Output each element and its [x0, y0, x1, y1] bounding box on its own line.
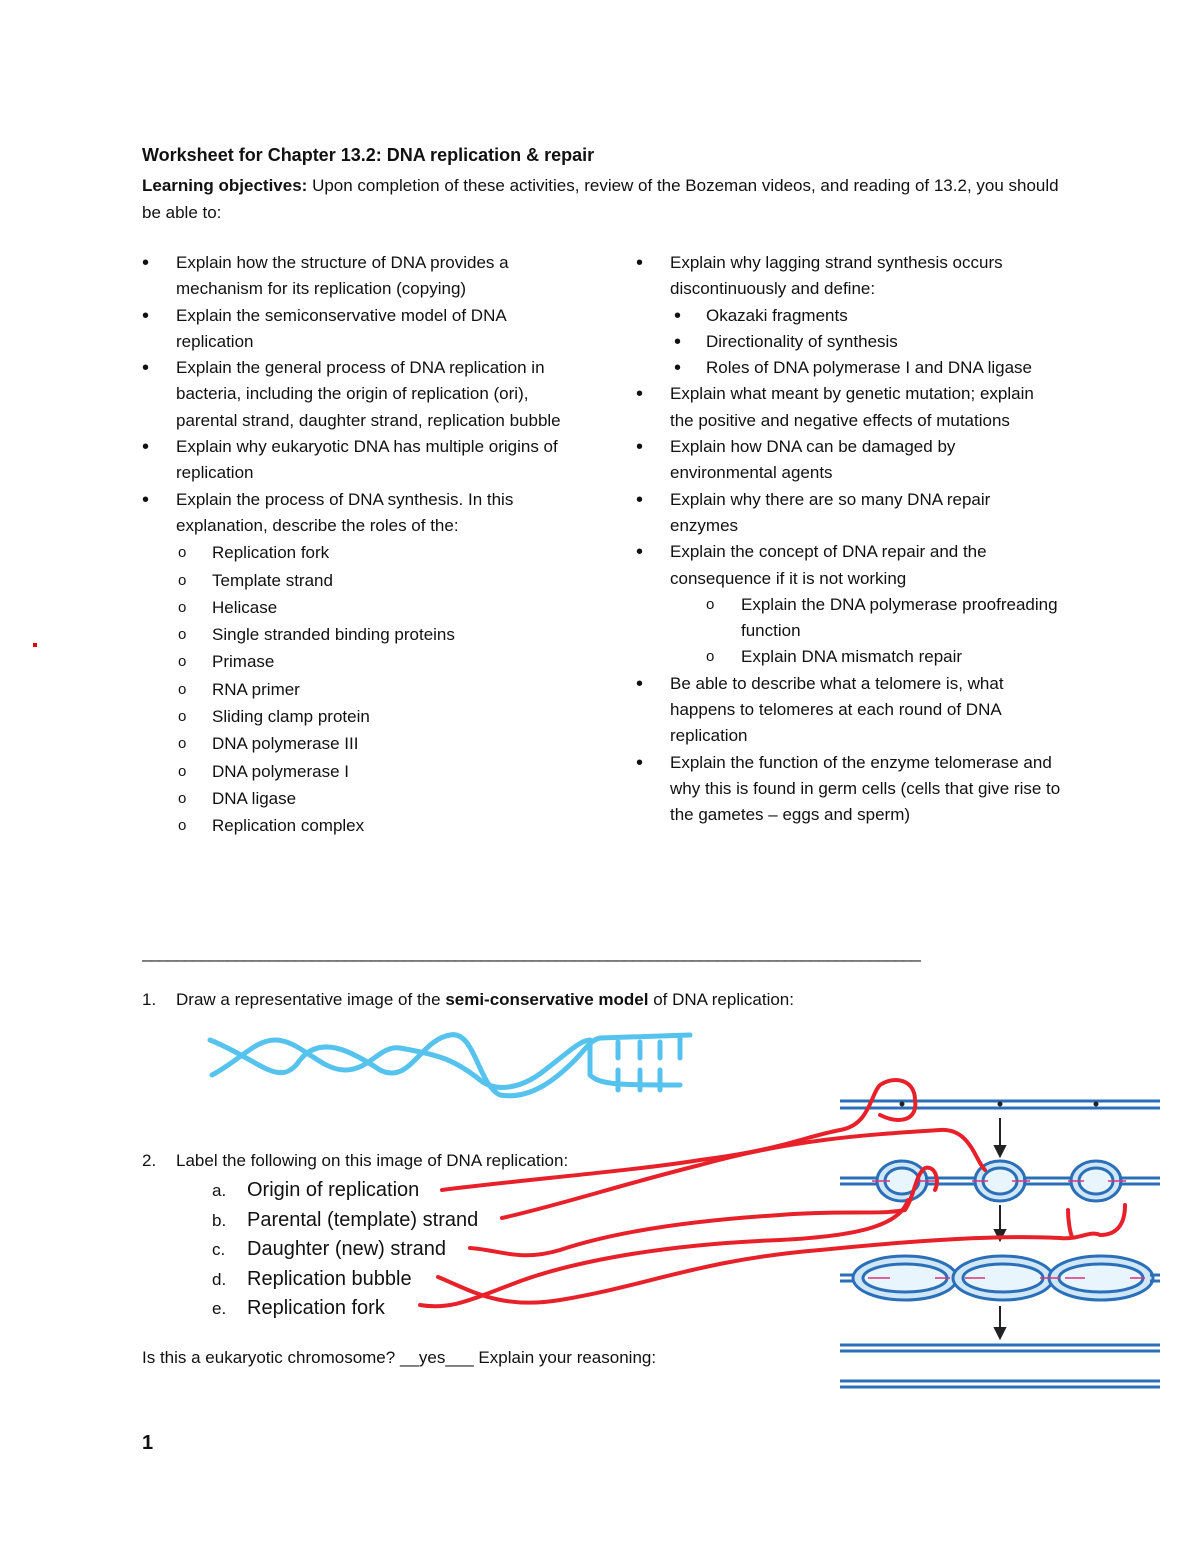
objective-subitem: o DNA polymerase I [142, 759, 572, 785]
student-dna-sketch [210, 1035, 690, 1096]
objective-subitem: o DNA ligase [142, 786, 572, 812]
objective-item: • Explain why there are so many DNA repair enzymes [636, 487, 1061, 540]
daughter-dna-molecules [840, 1345, 1160, 1387]
objective-subitem: o Explain DNA mismatch repair [636, 644, 1061, 670]
objective-subitem: • Okazaki fragments [636, 303, 1061, 329]
objective-subitem: o Helicase [142, 595, 572, 621]
objective-subitem: o Template strand [142, 568, 572, 594]
objective-subitem: • Roles of DNA polymerase I and DNA ligase [636, 355, 1061, 381]
objectives-text: Upon completion of these activities, review of the Bozeman videos, and reading of 13.2, you should be able to: [142, 176, 1059, 222]
objective-subitem: o DNA polymerase III [142, 731, 572, 757]
question-text: Draw a representative image of the [176, 990, 446, 1009]
label-text: Origin of replication [247, 1179, 420, 1201]
label-letter: b. [212, 1210, 227, 1230]
answer-text: yes [418, 1348, 446, 1367]
objective-subitem: • Directionality of synthesis [636, 329, 1061, 355]
label-text: Parental (template) strand [247, 1208, 479, 1231]
question-number: 1. [142, 990, 157, 1009]
objectives-label: Learning objectives: [142, 176, 308, 195]
label-text: Daughter (new) strand [247, 1238, 446, 1261]
objective-item: • Explain the semiconservative model of DNA replication [142, 303, 572, 356]
objective-subitem: o Primase [142, 649, 572, 675]
question-number: 2. [142, 1151, 157, 1170]
objective-subitem: o Single stranded binding proteins [142, 622, 572, 648]
label-letter: a. [212, 1181, 227, 1200]
objective-item: • Explain why lagging strand synthesis occurs discontinuously and define: [636, 250, 1061, 303]
objective-subitem: o Replication complex [142, 813, 572, 839]
objective-subitem: o RNA primer [142, 677, 572, 703]
objective-item: • Explain the concept of DNA repair and the consequence if it is not working [636, 539, 1061, 592]
label-letter: d. [212, 1269, 227, 1289]
objective-subitem: o Explain the DNA polymerase proofreading function [636, 592, 1061, 645]
objective-item: • Explain the function of the enzyme telomerase and why this is found in germ cells (cells that give rise to the gametes – eggs and sperm) [636, 750, 1061, 829]
question-text: Is this a eukaryotic chromosome? __ [142, 1348, 419, 1367]
objective-item: • Explain the general process of DNA replication in bacteria, including the origin of replication (ori), parental strand, daughter strand, replication bubble [142, 355, 572, 434]
objective-item: • Explain how the structure of DNA provides a mechanism for its replication (copying) [142, 250, 572, 303]
objective-item: • Explain the process of DNA synthesis. In this explanation, describe the roles of the: [142, 487, 572, 540]
label-text: Replication fork [247, 1297, 385, 1320]
question-text: ___ Explain your reasoning: [445, 1348, 657, 1367]
objective-subitem: o Replication fork [142, 540, 572, 566]
label-letter: c. [212, 1240, 226, 1260]
question-text: Label the following on this image of DNA replication: [176, 1151, 569, 1170]
question-text: of DNA replication: [648, 990, 794, 1009]
objective-item: • Explain what meant by genetic mutation; explain the positive and negative effects of mutations [636, 381, 1061, 434]
objective-item: • Explain how DNA can be damaged by environmental agents [636, 434, 1061, 487]
question-bold-term: semi-conservative model [445, 990, 649, 1009]
page-number: 1 [142, 1432, 154, 1454]
label-letter: e. [212, 1299, 227, 1319]
objective-item: • Explain why eukaryotic DNA has multiple origins of replication [142, 434, 572, 487]
objective-subitem: o Sliding clamp protein [142, 704, 572, 730]
step-arrows [995, 1118, 1005, 1338]
objective-item: • Be able to describe what a telomere is, what happens to telomeres at each round of DNA replication [636, 671, 1061, 750]
section-divider: ____________________________________________________________________________________________ [142, 943, 920, 962]
worksheet-title: Worksheet for Chapter 13.2: DNA replication & repair [142, 145, 595, 165]
label-text: Replication bubble [247, 1267, 412, 1290]
